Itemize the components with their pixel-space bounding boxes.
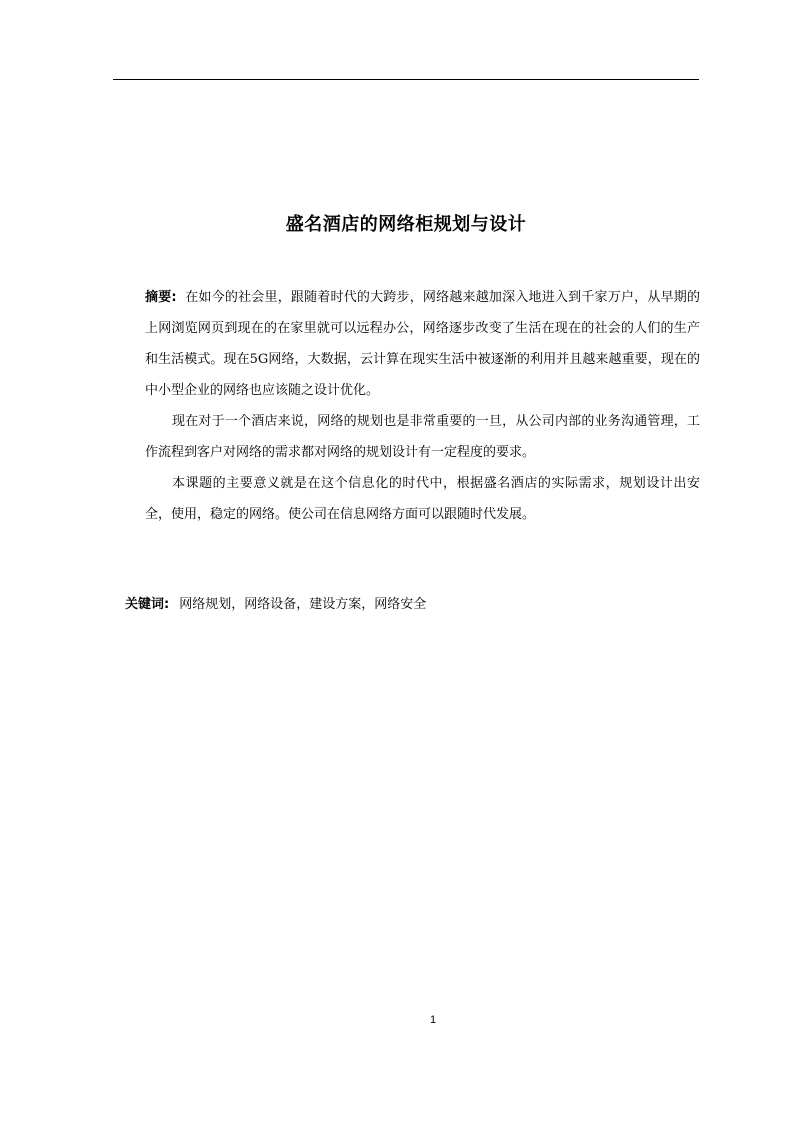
keywords-value: 网络规划，网络设备，建设方案，网络安全 bbox=[179, 597, 427, 612]
abstract-paragraph-1-text: 在如今的社会里，跟随着时代的大跨步，网络越来越加深入地进入到千家万户，从早期的上网浏览网页到现在的在家里就可以远程办公，网络逐步改变了生活在现在的社会的人们的生产和生活模式。现在5G网络，大数据，云计算在现实生活中被逐渐的利用并且越来越重要，现在的中小型企业的网络也应该随之设计优化。 bbox=[145, 290, 700, 398]
abstract-paragraph-3: 本课题的主要意义就是在这个信息化的时代中，根据盛名酒店的实际需求，规划设计出安全，使用，稳定的网络。使公司在信息网络方面可以跟随时代发展。 bbox=[145, 476, 700, 522]
keywords-line bbox=[125, 593, 700, 617]
abstract-label: 摘要: bbox=[145, 290, 177, 305]
page-number: 1 bbox=[429, 1014, 437, 1026]
keywords-label: 关键词: bbox=[125, 597, 170, 612]
paper-title: 盛名酒店的网络柜规划与设计 bbox=[285, 214, 527, 235]
header-rule bbox=[113, 79, 699, 80]
abstract-paragraph-2: 现在对于一个酒店来说，网络的规划也是非常重要的一旦，从公司内部的业务沟通管理，工作流程到客户对网络的需求都对网络的规划设计有一定程度的要求。 bbox=[145, 414, 700, 460]
abstract-paragraph-1 bbox=[145, 282, 700, 406]
abstract-section bbox=[145, 282, 700, 530]
